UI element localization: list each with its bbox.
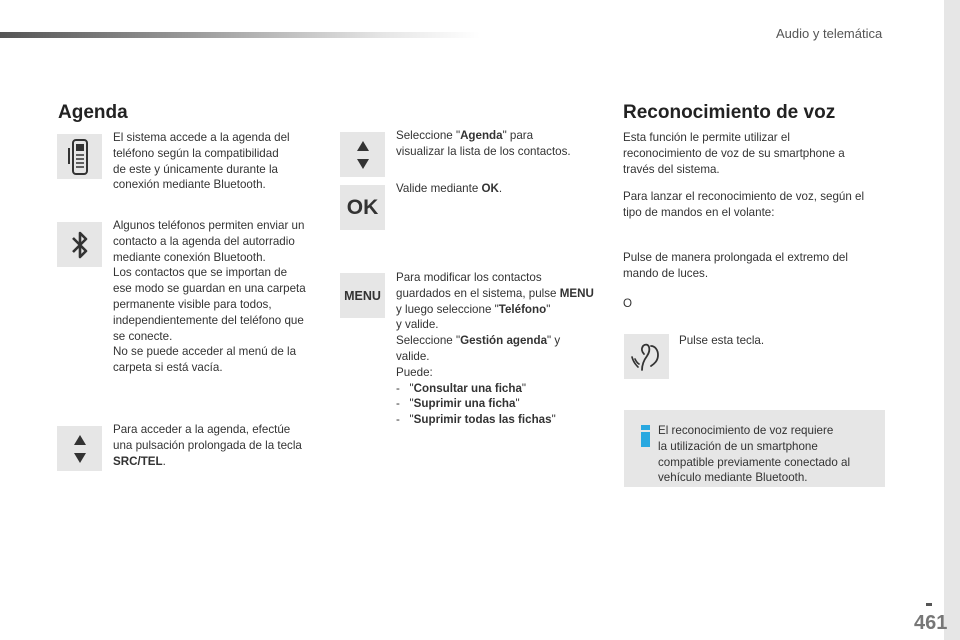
middle-paragraph-2: Valide mediante OK. xyxy=(396,182,503,195)
option-item: - "Suprimir todas las fichas" xyxy=(396,413,556,427)
voice-paragraph-2: Para lanzar el reconocimiento de voz, según el tipo de mandos en el volante: xyxy=(623,190,865,219)
option-item: - "Consultar una ficha" xyxy=(396,381,527,395)
voice-command-icon xyxy=(624,334,669,379)
agenda-paragraph-1: El sistema accede a la agenda del teléfono según la compatibilidad de este y únicamente durante la conexión mediante Bluetooth. xyxy=(113,131,290,192)
option-item: - "Suprimir una ficha" xyxy=(396,397,520,411)
agenda-paragraph-3: Para acceder a la agenda, efectúe una pulsación prolongada de la tecla SRC/TEL. xyxy=(113,423,302,468)
page-edge-strip xyxy=(944,0,960,640)
middle-paragraph-1: Seleccione "Agenda" para visualizar la lista de los contactos. xyxy=(396,129,571,158)
agenda-paragraph-2: Algunos teléfonos permiten enviar un contacto a la agenda del autorradio mediante conexión Bluetooth. Los contactos que se importan de ese modo se guardan en una carpeta permanente visible para todos, independientemente del teléfono que se conecte. No se puede acceder al menú de la carpeta si está vacía. xyxy=(113,219,306,375)
menu-button-icon: MENU xyxy=(340,273,385,318)
page-marker xyxy=(926,603,932,606)
or-text: O xyxy=(623,297,633,310)
info-note-text: El reconocimiento de voz requiere la utilización de un smartphone compatible previamente conectado al vehículo mediante Bluetooth. xyxy=(658,424,851,485)
up-down-arrows-icon xyxy=(340,132,385,177)
agenda-heading: Agenda xyxy=(58,102,128,123)
info-icon xyxy=(641,425,650,447)
voice-paragraph-4: Pulse esta tecla. xyxy=(679,334,765,347)
voice-paragraph-1: Esta función le permite utilizar el reconocimiento de voz de su smartphone a través del sistema. xyxy=(623,131,845,176)
header-gradient-bar xyxy=(0,32,480,38)
bluetooth-icon xyxy=(57,222,102,267)
middle-paragraph-3: Para modificar los contactos guardados en el sistema, pulse MENU y luego seleccione "Teléfono" y valide. Seleccione "Gestión agenda" y valide. Puede: - "Consultar una ficha" - "Suprimir una ficha" - "Suprimir todas las fichas" xyxy=(396,271,594,427)
phone-icon xyxy=(57,134,102,179)
voice-recognition-heading: Reconocimiento de voz xyxy=(623,102,836,123)
page-number: 461 xyxy=(914,612,948,634)
ok-button-icon: OK xyxy=(340,185,385,230)
up-down-arrows-icon xyxy=(57,426,102,471)
voice-paragraph-3: Pulse de manera prolongada el extremo del mando de luces. xyxy=(623,251,848,280)
section-title: Audio y telemática xyxy=(776,26,883,41)
src-tel-key: SRC/TEL xyxy=(113,454,163,468)
